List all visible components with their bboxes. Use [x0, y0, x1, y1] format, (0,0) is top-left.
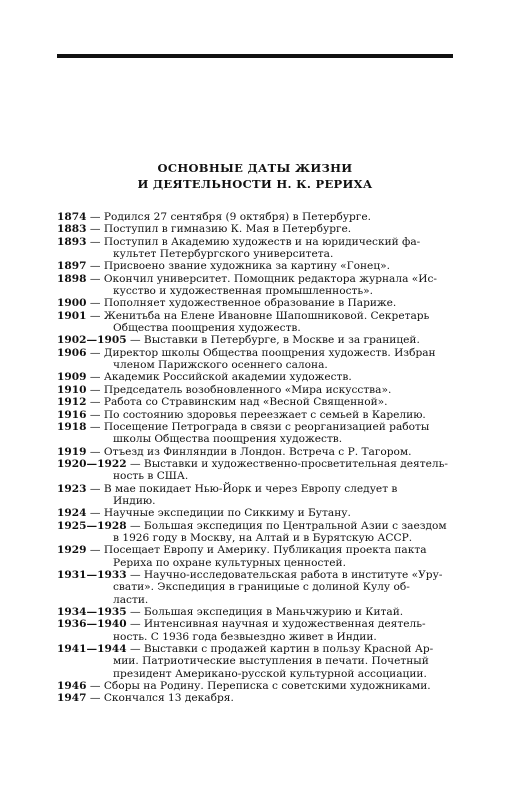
chronology-entry: [57, 310, 454, 335]
entry-text: — Пополняет художественное образование в Париже.: [86, 297, 397, 310]
chronology-entry: [57, 384, 454, 396]
entry-line: [57, 384, 454, 396]
page-title: [57, 160, 453, 192]
entry-line: мии. Патриотические выступления в печати. Почетный: [113, 655, 429, 668]
entry-year: 1934—1935: [57, 606, 127, 618]
entry-year: 1931—1933: [57, 568, 127, 581]
entry-year: 1893: [57, 235, 87, 248]
entry-line: [57, 297, 454, 309]
chronology-list: [57, 211, 454, 705]
entry-line: [57, 692, 454, 704]
entry-year: 1918: [57, 420, 87, 433]
chronology-entry: [57, 692, 454, 704]
chronology-entry: [57, 396, 454, 408]
entry-text: — Научно-исследовательская работа в институте «Уру-: [126, 568, 443, 581]
title-line-1: ОСНОВНЫЕ ДАТЫ ЖИЗНИ: [157, 161, 353, 175]
entry-text: — Академик Российской академии художеств.: [86, 371, 352, 384]
entry-year: 1919: [57, 445, 87, 458]
entry-line: Рериха по охране культурных ценностей.: [113, 556, 346, 569]
entry-line: [57, 544, 454, 556]
chronology-entry: [57, 223, 454, 235]
entry-year: 1920—1922: [57, 457, 127, 470]
entry-year: 1936—1940: [57, 618, 127, 631]
entry-year: 1941—1944: [57, 643, 127, 656]
chronology-entry: [57, 520, 454, 545]
entry-line: [57, 273, 454, 285]
chronology-entry: [57, 371, 454, 383]
entry-year: 1929: [57, 544, 87, 557]
chronology-entry: [57, 569, 454, 606]
entry-line: [57, 371, 454, 383]
entry-text: — Женитьба на Елене Ивановне Шапошниковой. Секретарь: [86, 309, 430, 322]
entry-year: 1947: [57, 692, 87, 705]
chronology-entry: [57, 334, 454, 346]
entry-line: ность. С 1936 года безвыездно живет в Индии.: [113, 630, 377, 643]
entry-line: [57, 483, 454, 495]
chronology-entry: [57, 260, 454, 272]
chronology-entry: [57, 544, 454, 569]
chronology-entry: [57, 643, 454, 680]
entry-line: Общества поощрения художеств.: [113, 322, 301, 335]
entry-text: — Присвоено звание художника за картину «Гонец».: [86, 260, 390, 273]
entry-line: [57, 618, 454, 630]
entry-text: — Интенсивная научная и художественная деятель-: [126, 618, 426, 631]
entry-line: ласти.: [113, 593, 149, 606]
entry-line: Индию.: [113, 494, 156, 507]
chronology-entry: [57, 409, 454, 421]
entry-line: [57, 446, 454, 458]
entry-line: [57, 211, 454, 223]
chronology-entry: [57, 211, 454, 223]
chronology-entry: [57, 236, 454, 261]
chronology-entry: [57, 446, 454, 458]
entry-line: [57, 236, 454, 248]
entry-text: — Выставки и художественно-просветительная деятель-: [126, 457, 448, 470]
entry-line: в 1926 году в Москву, на Алтай и в Бурятскую АССР.: [113, 531, 413, 544]
chronology-entry: [57, 680, 454, 692]
entry-year: 1906: [57, 346, 87, 359]
entry-year: 1925—1928: [57, 519, 127, 532]
entry-text: — Директор школы Общества поощрения художеств. Избран: [86, 346, 436, 359]
entry-text: — Большая экспедиция по Центральной Азии с заездом: [126, 519, 447, 532]
entry-line: президент Американо-русской культурной ассоциации.: [113, 667, 427, 680]
entry-line: [57, 458, 454, 470]
top-rule: [57, 54, 453, 58]
entry-line: свати». Экспедиция в границиые с долиной Кулу об-: [113, 581, 410, 594]
title-line-2: И ДЕЯТЕЛЬНОСТИ Н. К. РЕРИХА: [137, 177, 373, 191]
entry-text: — Скончался 13 декабря.: [86, 692, 234, 705]
chronology-entry: [57, 458, 454, 483]
entry-year: 1901: [57, 309, 87, 322]
entry-year: 1883: [57, 223, 87, 236]
entry-text: — Большая экспедиция в Маньчжурию и Китай.: [126, 606, 404, 618]
entry-line: [57, 334, 454, 346]
entry-line: школы Общества поощрения художеств.: [113, 433, 343, 446]
entry-line: ность в США.: [113, 470, 189, 483]
entry-text: — В мае покидает Нью-Йорк и через Европу следует в: [86, 482, 398, 495]
entry-year: 1923: [57, 482, 87, 495]
entry-year: 1898: [57, 272, 87, 285]
entry-year: 1924: [57, 507, 87, 520]
entry-text: — Посещение Петрограда в связи с реорганизацией работы: [86, 420, 430, 433]
entry-year: 1946: [57, 680, 87, 693]
entry-year: 1897: [57, 260, 87, 273]
entry-line: [57, 520, 454, 532]
chronology-entry: [57, 606, 454, 618]
entry-text: — Выставки с продажей картин в пользу Красной Ар-: [126, 643, 434, 656]
entry-line: кусство и художественная промышленность».: [113, 285, 374, 298]
entry-text: — Научные экспедиции по Сиккиму и Бутану.: [86, 507, 351, 520]
entry-line: культет Петербургского университета.: [113, 248, 334, 261]
chronology-entry: [57, 297, 454, 309]
chronology-entry: [57, 618, 454, 643]
entry-year: 1874: [57, 211, 87, 223]
chronology-entry: [57, 507, 454, 519]
entry-year: 1916: [57, 408, 87, 421]
entry-year: 1910: [57, 383, 87, 396]
entry-year: 1900: [57, 297, 87, 310]
entry-line: [57, 606, 454, 618]
entry-text: — По состоянию здоровья переезжает с семьей в Карелию.: [86, 408, 426, 421]
entry-year: 1902—1905: [57, 334, 127, 347]
entry-text: — Поступил в Академию художеств и на юридический фа-: [86, 235, 421, 248]
entry-text: — Выставки в Петербурге, в Москве и за границей.: [126, 334, 420, 347]
entry-line: [57, 396, 454, 408]
entry-line: [57, 569, 454, 581]
entry-line: [57, 347, 454, 359]
entry-line: [57, 310, 454, 322]
entry-year: 1909: [57, 371, 87, 384]
entry-text: — Поступил в гимназию К. Мая в Петербурге.: [86, 223, 352, 236]
entry-line: [57, 223, 454, 235]
entry-line: [57, 409, 454, 421]
entry-line: [57, 643, 454, 655]
entry-line: [57, 507, 454, 519]
entry-text: — Родился 27 сентября (9 октября) в Петербурге.: [86, 211, 371, 223]
entry-line: [57, 421, 454, 433]
chronology-entry: [57, 483, 454, 508]
chronology-entry: [57, 421, 454, 446]
entry-line: членом Парижского осеннего салона.: [113, 359, 328, 372]
entry-line: [57, 680, 454, 692]
entry-text: — Работа со Стравинским над «Весной Священной».: [86, 396, 388, 409]
entry-text: — Посещает Европу и Америку. Публикация проекта пакта: [86, 544, 427, 557]
entry-text: — Отъезд из Финляндии в Лондон. Встреча с Р. Тагором.: [86, 445, 412, 458]
entry-year: 1912: [57, 396, 87, 409]
entry-text: — Председатель возобновленного «Мира искусства».: [86, 383, 392, 396]
entry-line: [57, 260, 454, 272]
chronology-entry: [57, 273, 454, 298]
entry-text: — Сборы на Родину. Переписка с советскими художниками.: [86, 680, 431, 693]
chronology-entry: [57, 347, 454, 372]
entry-text: — Окончил университет. Помощник редактора журнала «Ис-: [86, 272, 438, 285]
